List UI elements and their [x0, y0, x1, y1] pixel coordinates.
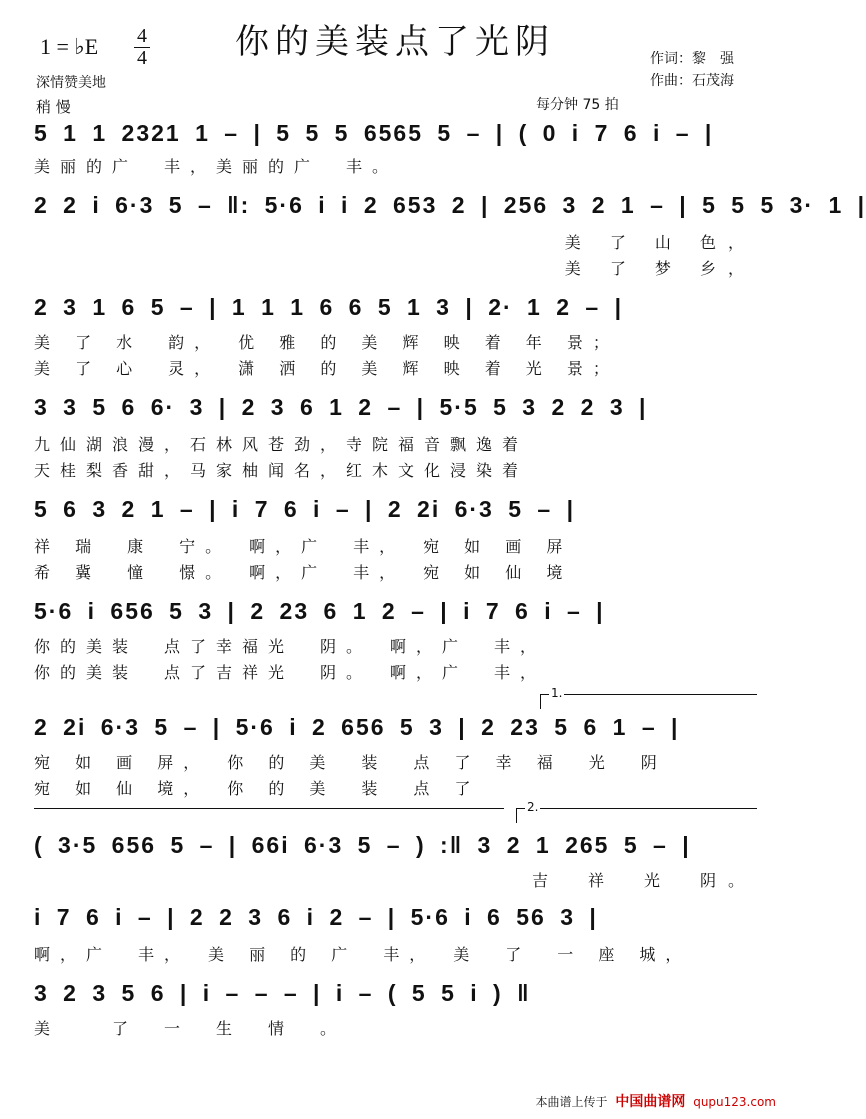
lyric-line: 美 了 心 灵， 潇 洒 的 美 辉 映 着 光 景； — [34, 359, 619, 378]
staff-1 — [34, 114, 756, 152]
lyric-line: 美 了 一 生 情 。 — [34, 1019, 347, 1038]
volta-label: 1. — [551, 686, 563, 700]
key-signature: 1 = ♭E — [40, 34, 99, 59]
lyric-line: 祥 瑞 康 宁。 啊，广 丰， 宛 如 画 屏 — [34, 537, 573, 556]
volta-bracket-second-ending — [516, 800, 757, 823]
tempo-text: 稍 慢 — [36, 98, 71, 116]
staff-3 — [34, 288, 756, 326]
staff-7 — [34, 708, 756, 746]
staff-notes: 3 3 5 6 6· 3 | 2 3 6 1 2 – | 5·5 5 3 2 2 3 | — [34, 394, 648, 420]
song-title: 你的美装点了光阴 — [235, 22, 555, 62]
time-signature — [132, 26, 152, 69]
staff-notes: ( 3·5 656 5 – | 66i 6·3 5 – ) :‖ 3 2 1 265 5 – | — [34, 832, 691, 858]
volta-label: 2. — [527, 800, 539, 814]
staff-notes: 5 6 3 2 1 – | i 7 6 i – | 2 2i 6·3 5 – | — [34, 496, 576, 522]
staff-10 — [34, 974, 756, 1012]
lyric-line: 啊，广 丰， 美 丽 的 广 丰， 美 了 一 座 城， — [34, 945, 692, 964]
staff-9 — [34, 898, 756, 936]
system-divider — [34, 808, 504, 809]
lyric-line: 你的美装 点了吉祥光 阴。 啊，广 丰， — [34, 663, 547, 682]
site-footer — [536, 1091, 776, 1111]
staff-5 — [34, 490, 756, 528]
lyric-line: 吉 祥 光 阴。 — [531, 871, 756, 890]
lyric-line: 宛 如 仙 境， 你 的 美 装 点 了 — [34, 779, 481, 798]
time-signature-bottom: 4 — [137, 47, 147, 69]
tempo-marking: 每分钟 75 拍 — [536, 97, 619, 113]
time-signature-top: 4 — [137, 25, 147, 47]
lyric-line: 美丽的广 丰，美丽的广 丰。 — [34, 157, 399, 176]
lyric-line: 希 冀 憧 憬。 啊，广 丰， 宛 如 仙 境 — [34, 563, 573, 582]
upload-text: 本曲谱上传于 — [535, 1095, 608, 1109]
lyric-line: 美 了 水 韵， 优 雅 的 美 辉 映 着 年 景； — [34, 333, 619, 352]
staff-notes: 5 1 1 2321 1 – | 5 5 5 6565 5 – | ( 0 i 7 6 i – | — [34, 120, 714, 146]
staff-8 — [34, 826, 756, 864]
lyric-line: 美 了 山 色， — [564, 233, 756, 252]
lyric-line: 九仙湖浪漫，石林风苍劲，寺院福音飘逸着 — [34, 435, 529, 454]
lyric-line: 宛 如 画 屏， 你 的 美 装 点 了 幸 福 光 阴 — [34, 753, 667, 772]
staff-notes: 2 2i 6·3 5 – | 5·6 i 2 656 5 3 | 2 23 5 6 1 – | — [34, 714, 680, 740]
staff-4 — [34, 388, 756, 426]
staff-notes: 3 2 3 5 6 | i – – – | i – ( 5 5 i ) ‖ — [34, 980, 531, 1006]
lyric-line: 你的美装 点了幸福光 阴。 啊，广 丰， — [34, 637, 547, 656]
staff-notes: 2 3 1 6 5 – | 1 1 1 6 6 5 1 3 | 2· 1 2 – | — [34, 294, 624, 320]
composer-credit: 作曲：石茂海 — [650, 73, 734, 89]
staff-notes: i 7 6 i – | 2 2 3 6 i 2 – | 5·6 i 6 56 3 | — [34, 904, 598, 930]
lyric-line: 美 了 梦 乡， — [564, 259, 756, 278]
staff-6 — [34, 592, 756, 630]
lyricist-credit: 作词：黎 强 — [650, 51, 734, 67]
lyric-line: 天桂梨香甜，马家柚闻名，红木文化浸染着 — [34, 461, 529, 480]
staff-notes: 5·6 i 656 5 3 | 2 23 6 1 2 – | i 7 6 i – | — [34, 598, 605, 624]
staff-2 — [34, 186, 866, 224]
staff-notes: 2 2 i 6·3 5 – ‖: 5·6 i i 2 653 2 | 256 3 2 1 – | 5 5 5 3· 1 | — [34, 192, 866, 218]
expression-mark: 深情赞美地 — [36, 75, 106, 91]
site-logo[interactable]: 中国曲谱网 — [615, 1094, 686, 1110]
volta-bracket-first-ending — [540, 686, 757, 709]
site-url[interactable]: qupu123.com — [693, 1095, 776, 1109]
